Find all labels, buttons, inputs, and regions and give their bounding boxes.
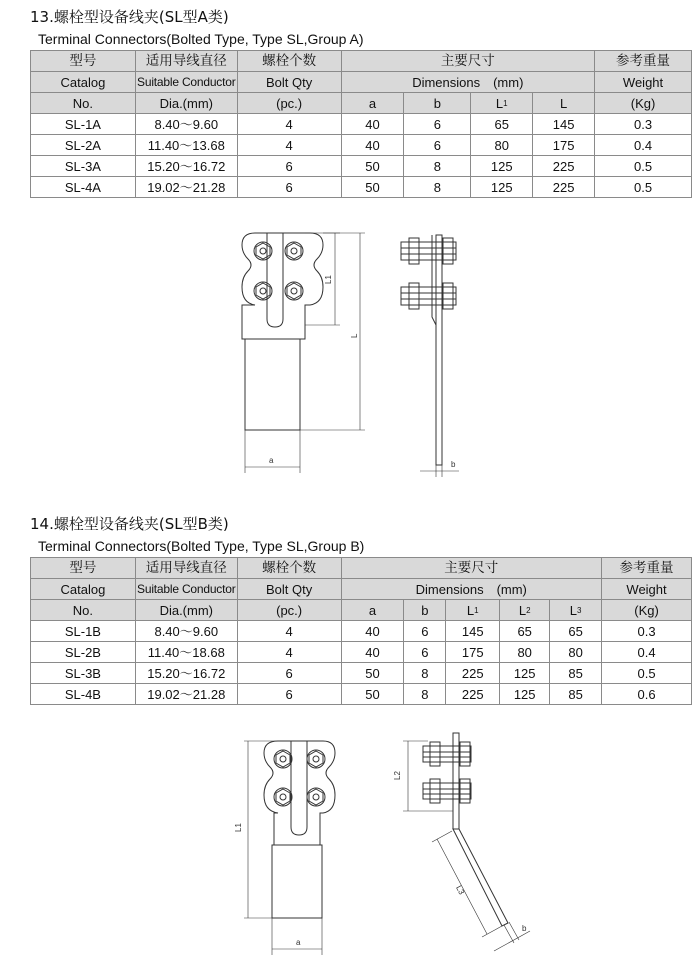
header-model-cn: 型号	[31, 51, 136, 72]
header-conductor-en: Suitable Conductor	[135, 579, 237, 600]
header-dimensions-cn: 主要尺寸	[341, 51, 595, 72]
header-conductor-unit: Dia.(mm)	[135, 93, 237, 114]
clamp-plate-outline	[264, 741, 335, 918]
header-bolt-en: Bolt Qty	[237, 579, 341, 600]
dim-label-b: b	[522, 924, 527, 933]
header-model-cn: 型号	[31, 558, 136, 579]
header-bolt-en: Bolt Qty	[237, 72, 341, 93]
table-row: SL-2B 11.40～18.68 4 40 6 175 80 80 0.4	[31, 642, 692, 663]
bolt-head-icon	[274, 750, 292, 768]
side-bolt-icon	[423, 779, 471, 803]
conductor-slot	[291, 741, 307, 835]
header-conductor-en: Suitable Conductor	[135, 72, 237, 93]
dim-label-a: a	[296, 938, 301, 947]
header-model-en: Catalog	[31, 579, 136, 600]
header-dim-l: L	[533, 93, 595, 114]
dim-label-b: b	[451, 460, 456, 469]
header-conductor-cn: 适用导线直径	[135, 51, 237, 72]
header-conductor-cn: 适用导线直径	[135, 558, 237, 579]
dim-label-a: a	[269, 456, 274, 465]
header-model-no: No.	[31, 600, 136, 621]
dim-label-l2: L2	[393, 771, 402, 780]
header-dim-l2: $L^2$	[500, 600, 550, 621]
diagram-a	[215, 215, 485, 485]
header-dimensions-cn: 主要尺寸	[341, 558, 602, 579]
table-row: SL-3B 15.20～16.72 6 50 8 225 125 85 0.5	[31, 663, 692, 684]
dim-label-l1: L1	[234, 823, 243, 832]
header-bolt-cn: 螺栓个数	[237, 51, 341, 72]
section-a-subtitle: Terminal Connectors(Bolted Type, Type SL,Group A)	[38, 31, 364, 47]
table-row: SL-2A 11.40～13.68 4 40 6 80 175 0.4	[31, 135, 692, 156]
bolt-head-icon	[285, 242, 303, 260]
header-bolt-unit: (pc.)	[237, 600, 341, 621]
header-dim-a: a	[341, 93, 404, 114]
header-model-no: No.	[31, 93, 136, 114]
table-row: SL-4A 19.02～21.28 6 50 8 125 225 0.5	[31, 177, 692, 198]
header-dim-l1: $L^1$	[471, 93, 533, 114]
dim-label-l3: L3	[454, 884, 467, 897]
side-bolt-icon	[423, 742, 471, 766]
header-weight-cn: 参考重量	[595, 51, 692, 72]
table-row: SL-1A 8.40～9.60 4 40 6 65 145 0.3	[31, 114, 692, 135]
table-row: SL-4B 19.02～21.28 6 50 8 225 125 85 0.6	[31, 684, 692, 705]
header-weight-en: Weight	[595, 72, 692, 93]
side-plate-bent	[453, 829, 508, 926]
diagram-b	[208, 715, 548, 965]
header-dim-l1: $L^1$	[446, 600, 500, 621]
bolt-head-icon	[274, 788, 292, 806]
header-bolt-unit: (pc.)	[237, 93, 341, 114]
side-bolt-icon	[401, 238, 456, 264]
header-dim-b: b	[404, 93, 471, 114]
bolt-head-icon	[254, 282, 272, 300]
header-conductor-unit: Dia.(mm)	[135, 600, 237, 621]
header-model-en: Catalog	[31, 72, 136, 93]
side-plate	[453, 733, 459, 829]
header-dimensions-en: Dimensions (mm)	[341, 579, 602, 600]
bolt-head-icon	[285, 282, 303, 300]
dim-label-l: L	[350, 333, 359, 338]
header-weight-en: Weight	[602, 579, 692, 600]
spec-table-a	[30, 50, 692, 198]
side-bolt-icon	[401, 283, 456, 309]
table-row: SL-3A 15.20～16.72 6 50 8 125 225 0.5	[31, 156, 692, 177]
header-dim-l3: $L^3$	[550, 600, 602, 621]
bolt-head-icon	[254, 242, 272, 260]
table-row: SL-1B 8.40～9.60 4 40 6 145 65 65 0.3	[31, 621, 692, 642]
header-bolt-cn: 螺栓个数	[237, 558, 341, 579]
bolt-head-icon	[307, 750, 325, 768]
section-a-title: 13.螺栓型设备线夹(SL型A类)	[30, 8, 229, 26]
spec-table-b	[30, 557, 692, 705]
header-weight-unit: (Kg)	[602, 600, 692, 621]
section-b-subtitle: Terminal Connectors(Bolted Type, Type SL,Group B)	[38, 538, 365, 554]
header-dim-b: b	[404, 600, 446, 621]
header-dimensions-en: Dimensions (mm)	[341, 72, 595, 93]
dim-label-l1: L1	[324, 275, 333, 284]
section-b-title: 14.螺栓型设备线夹(SL型B类)	[30, 515, 229, 533]
header-weight-cn: 参考重量	[602, 558, 692, 579]
header-weight-unit: (Kg)	[595, 93, 692, 114]
header-dim-a: a	[341, 600, 404, 621]
bolt-head-icon	[307, 788, 325, 806]
side-plate	[436, 235, 442, 465]
